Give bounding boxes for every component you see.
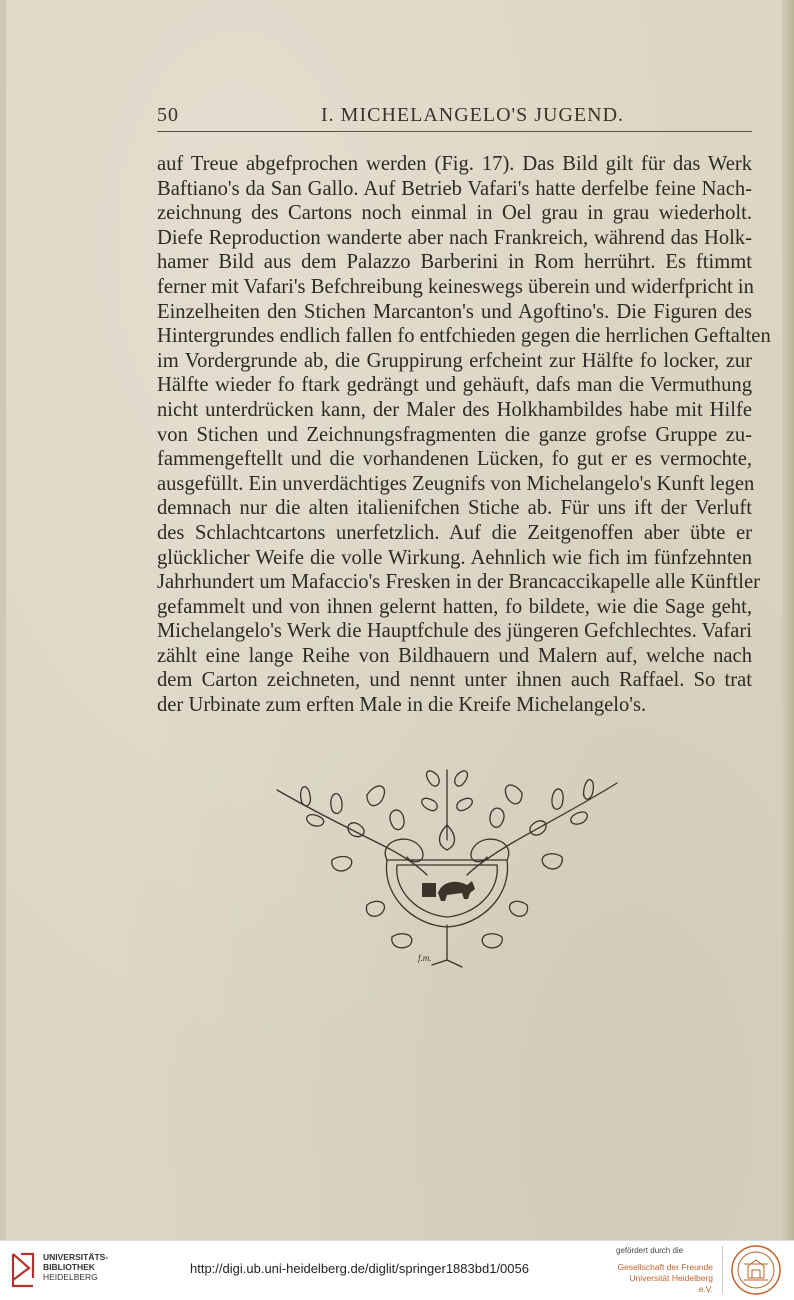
page-edge-left — [0, 0, 6, 1240]
library-name-line3: HEIDELBERG — [43, 1272, 98, 1282]
permalink-url[interactable]: http://digi.ub.uni-heidelberg.de/diglit/springer1883bd1/0056 — [190, 1261, 529, 1276]
sponsor-name-line1: Gesellschaft der Freunde — [617, 1262, 713, 1272]
text-line: des Schlachtcartons unerfetzlich. Auf die Zeitgenoffen aber übte er — [157, 521, 752, 544]
ornamental-vignette — [272, 765, 622, 975]
library-name-line1: UNIVERSITÄTS- — [43, 1252, 109, 1262]
text-line: ferner mit Vafari's Befchreibung keineswegs überein und widerfpricht in — [157, 275, 754, 298]
text-line: hamer Bild aus dem Palazzo Barberini in Rom herrührt. Es ftimmt — [157, 251, 752, 274]
text-line: nicht unterdrücken kann, der Maler des Holkhambildes habe mit Hilfe — [157, 398, 752, 421]
running-head: I. MICHELANGELO'S JUGEND. — [321, 104, 625, 126]
sponsor-name-line2: Universität Heidelberg e.V. — [629, 1273, 713, 1294]
library-name — [43, 1252, 108, 1282]
library-name-line2: BIBLIOTHEK — [43, 1262, 95, 1272]
page-header — [157, 104, 757, 132]
header-rule — [157, 131, 752, 132]
text-line: Einzelheiten den Stichen Marcanton's und Agoftino's. Die Figuren des — [157, 300, 752, 323]
text-line: fammengeftellt und die vorhandenen Lücken, fo gut er es vermochte, — [157, 448, 752, 471]
page-number: 50 — [157, 104, 179, 126]
footer-divider — [722, 1246, 723, 1294]
text-line: zählt eine lange Reihe von Bildhauern und Malern auf, welche nach — [157, 644, 752, 667]
text-line: Jahrhundert um Mafaccio's Fresken in der Brancaccikapelle alle Künftler — [157, 571, 760, 594]
university-seal-icon — [730, 1244, 782, 1296]
page-edge-right — [782, 0, 794, 1240]
text-line: der Urbinate zum erften Male in die Kreife Michelangelo's. — [157, 694, 647, 717]
text-line: Hälfte wieder fo ftark gedrängt und gehäuft, dafs man die Vermuthung — [157, 374, 752, 397]
text-line: von Stichen und Zeichnungsfragmenten die ganze grofse Gruppe zu- — [157, 423, 752, 446]
text-line: Michelangelo's Werk die Hauptfchule des jüngeren Gefchlechtes. Vafari — [157, 620, 752, 643]
vignette-signature: f.m. — [418, 953, 432, 963]
text-line: glücklicher Weife die volle Wirkung. Aehnlich wie fich im fünfzehnten — [157, 546, 752, 569]
text-line: demnach nur die alten italienifchen Stiche ab. Für uns ift der Verluft — [157, 497, 752, 520]
sponsor-label: gefördert durch die — [616, 1246, 684, 1255]
text-line: Baftiano's da San Gallo. Auf Betrieb Vafari's hatte derfelbe feine Nach- — [157, 177, 752, 200]
text-line: Hintergrundes endlich fallen fo entfchieden gegen die herrlichen Geftalten — [157, 325, 771, 348]
text-line: ausgefüllt. Ein unverdächtiges Zeugnifs von Michelangelo's Kunft legen — [157, 472, 755, 495]
university-library-logo — [9, 1250, 37, 1290]
text-line: Diefe Reproduction wanderte aber nach Frankreich, während das Holk- — [157, 226, 752, 249]
text-line: zeichnung des Cartons noch einmal in Oel grau in grau wiederholt. — [157, 202, 752, 225]
text-line: auf Treue abgefprochen werden (Fig. 17). Das Bild gilt für das Werk — [157, 153, 752, 175]
text-line: dem Carton zeichneten, und nennt unter ihnen auch Raffael. So trat — [157, 669, 752, 692]
sponsor-name — [613, 1262, 713, 1295]
text-line: gefammelt und von ihnen gelernt hatten, fo bildete, wie die Sage geht, — [157, 595, 752, 618]
body-text — [157, 152, 771, 718]
text-line: im Vordergrunde ab, die Gruppirung erfcheint zur Hälfte fo locker, zur — [157, 349, 752, 372]
